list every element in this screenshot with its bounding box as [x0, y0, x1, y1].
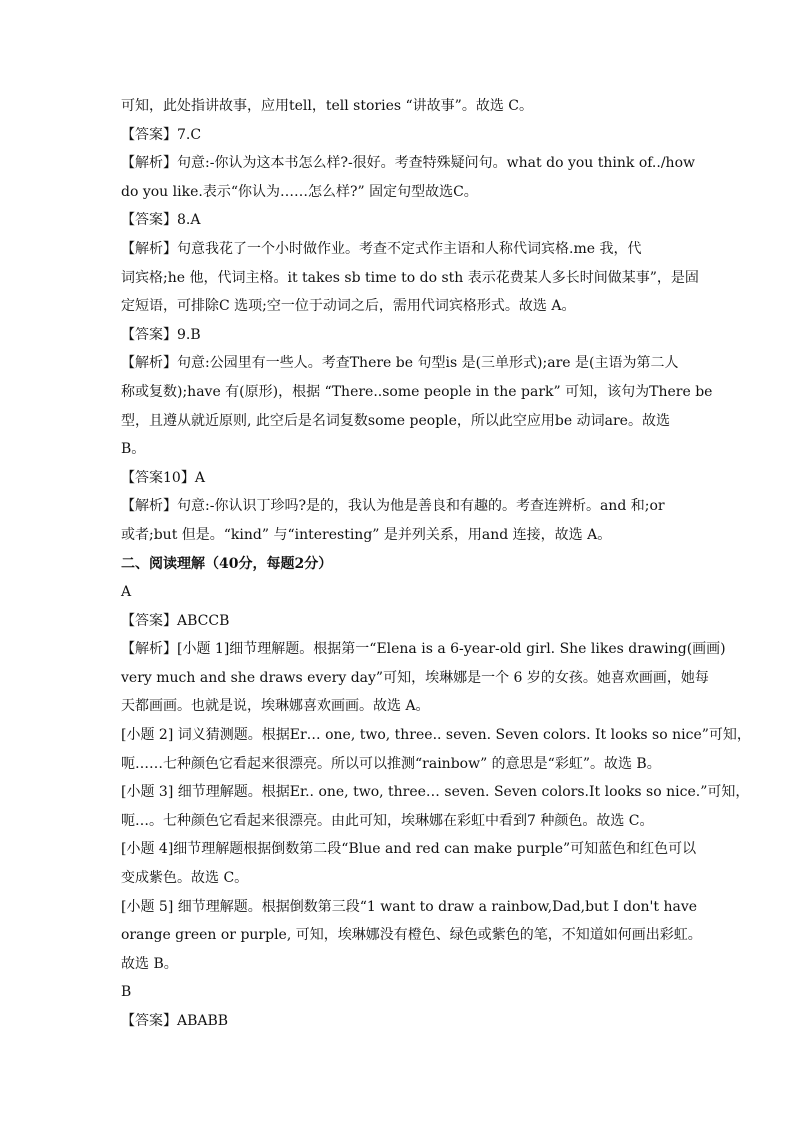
answer-explanation-text	[121, 92, 751, 1036]
analysis-a-line-3: 天都画画。也就是说，埃琳娜喜欢画画。故选 A。	[121, 698, 430, 715]
analysis-a-line-1: 【解析】[小题 1]细节理解题。根据第一“Elena is a 6-year-old girl. She likes drawing(画画)	[121, 641, 726, 658]
analysis-10-line-1: 【解析】句意:-你认识丁珍吗?是的，我认为他是善良和有趣的。考查连辨析。and 和;or	[121, 498, 665, 515]
analysis-9-line-2: 称或复数);have 有(原形)，根据 “There..some people in the park” 可知，该句为There be	[121, 383, 713, 400]
analysis-a-line-5: 呃……七种颜色它看起来很漂亮。所以可以推测“rainbow” 的意思是“彩虹”。故选 B。	[121, 755, 661, 772]
analysis-10-line-2: 或者;but 但是。“kind” 与“interesting” 是并列关系，用and 连接，故选 A。	[121, 526, 612, 543]
analysis-7-line-2: do you like.表示“你认为……怎么样?” 固定句型故选C。	[121, 183, 478, 200]
answer-7: 【答案】7.C	[121, 126, 202, 143]
analysis-a-line-11: orange green or purple, 可知，埃琳娜没有橙色、绿色或紫色的笔，不知道如何画出彩虹。	[121, 927, 702, 944]
analysis-9-line-1: 【解析】句意:公园里有一些人。考查There be 句型is 是(三单形式);are 是(主语为第二人	[121, 355, 679, 372]
analysis-7-line-1: 【解析】句意:-你认为这本书怎么样?-很好。考查特殊疑问句。what do you think of../how	[121, 155, 695, 172]
analysis-a-line-9: 变成紫色。故选 C。	[121, 870, 249, 887]
passage-label-b: B	[121, 984, 132, 1001]
analysis-a-line-2: very much and she draws every day”可知，埃琳娜是一个 6 岁的女孩。她喜欢画画，她每	[121, 669, 709, 686]
analysis-a-line-7: 呃…。七种颜色它看起来很漂亮。由此可知，埃琳娜在彩虹中看到7 种颜色。故选 C。	[121, 812, 654, 829]
analysis-9-line-3: 型，且遵从就近原则, 此空后是名词复数some people，所以此空应用be 动词are。故选	[121, 412, 670, 429]
answer-passage-b: 【答案】ABABB	[121, 1013, 229, 1029]
analysis-8-line-3: 定短语，可排除C 选项;空一位于动词之后，需用代词宾格形式。故选 A。	[121, 298, 576, 315]
answer-10: 【答案10】A	[121, 469, 205, 486]
answer-8: 【答案】8.A	[121, 212, 201, 229]
analysis-8-line-1: 【解析】句意我花了一个小时做作业。考查不定式作主语和人称代词宾格.me 我，代	[121, 240, 642, 257]
analysis-a-line-10: [小题 5] 细节理解题。根据倒数第三段“1 want to draw a rainbow,Dad,but I don't have	[121, 898, 698, 915]
analysis-a-line-6: [小题 3] 细节理解题。根据Er.. one, two, three… seven. Seven colors.It looks so nice.”可知，	[121, 784, 750, 801]
section-heading-reading: 二、阅读理解（40分，每题2分）	[121, 555, 333, 572]
analysis-a-line-8: [小题 4]细节理解题根据倒数第二段“Blue and red can make purple”可知蓝色和红色可以	[121, 841, 697, 858]
analysis-a-line-12: 故选 B。	[121, 955, 178, 972]
answer-9: 【答案】9.B	[121, 326, 201, 343]
analysis-8-line-2: 词宾格;he 他，代词主格。it takes sb time to do sth 表示花费某人多长时间做某事”，是固	[121, 269, 699, 286]
analysis-9-line-4: B。	[121, 441, 146, 458]
text-line-1: 可知，此处指讲故事，应用tell，tell stories “讲故事”。故选 C。	[121, 98, 533, 114]
analysis-a-line-4: [小题 2] 词义猜测题。根据Er… one, two, three.. seven. Seven colors. It looks so nice”可知，	[121, 727, 751, 744]
answer-passage-a: 【答案】ABCCB	[121, 612, 230, 629]
passage-label-a: A	[121, 584, 132, 601]
